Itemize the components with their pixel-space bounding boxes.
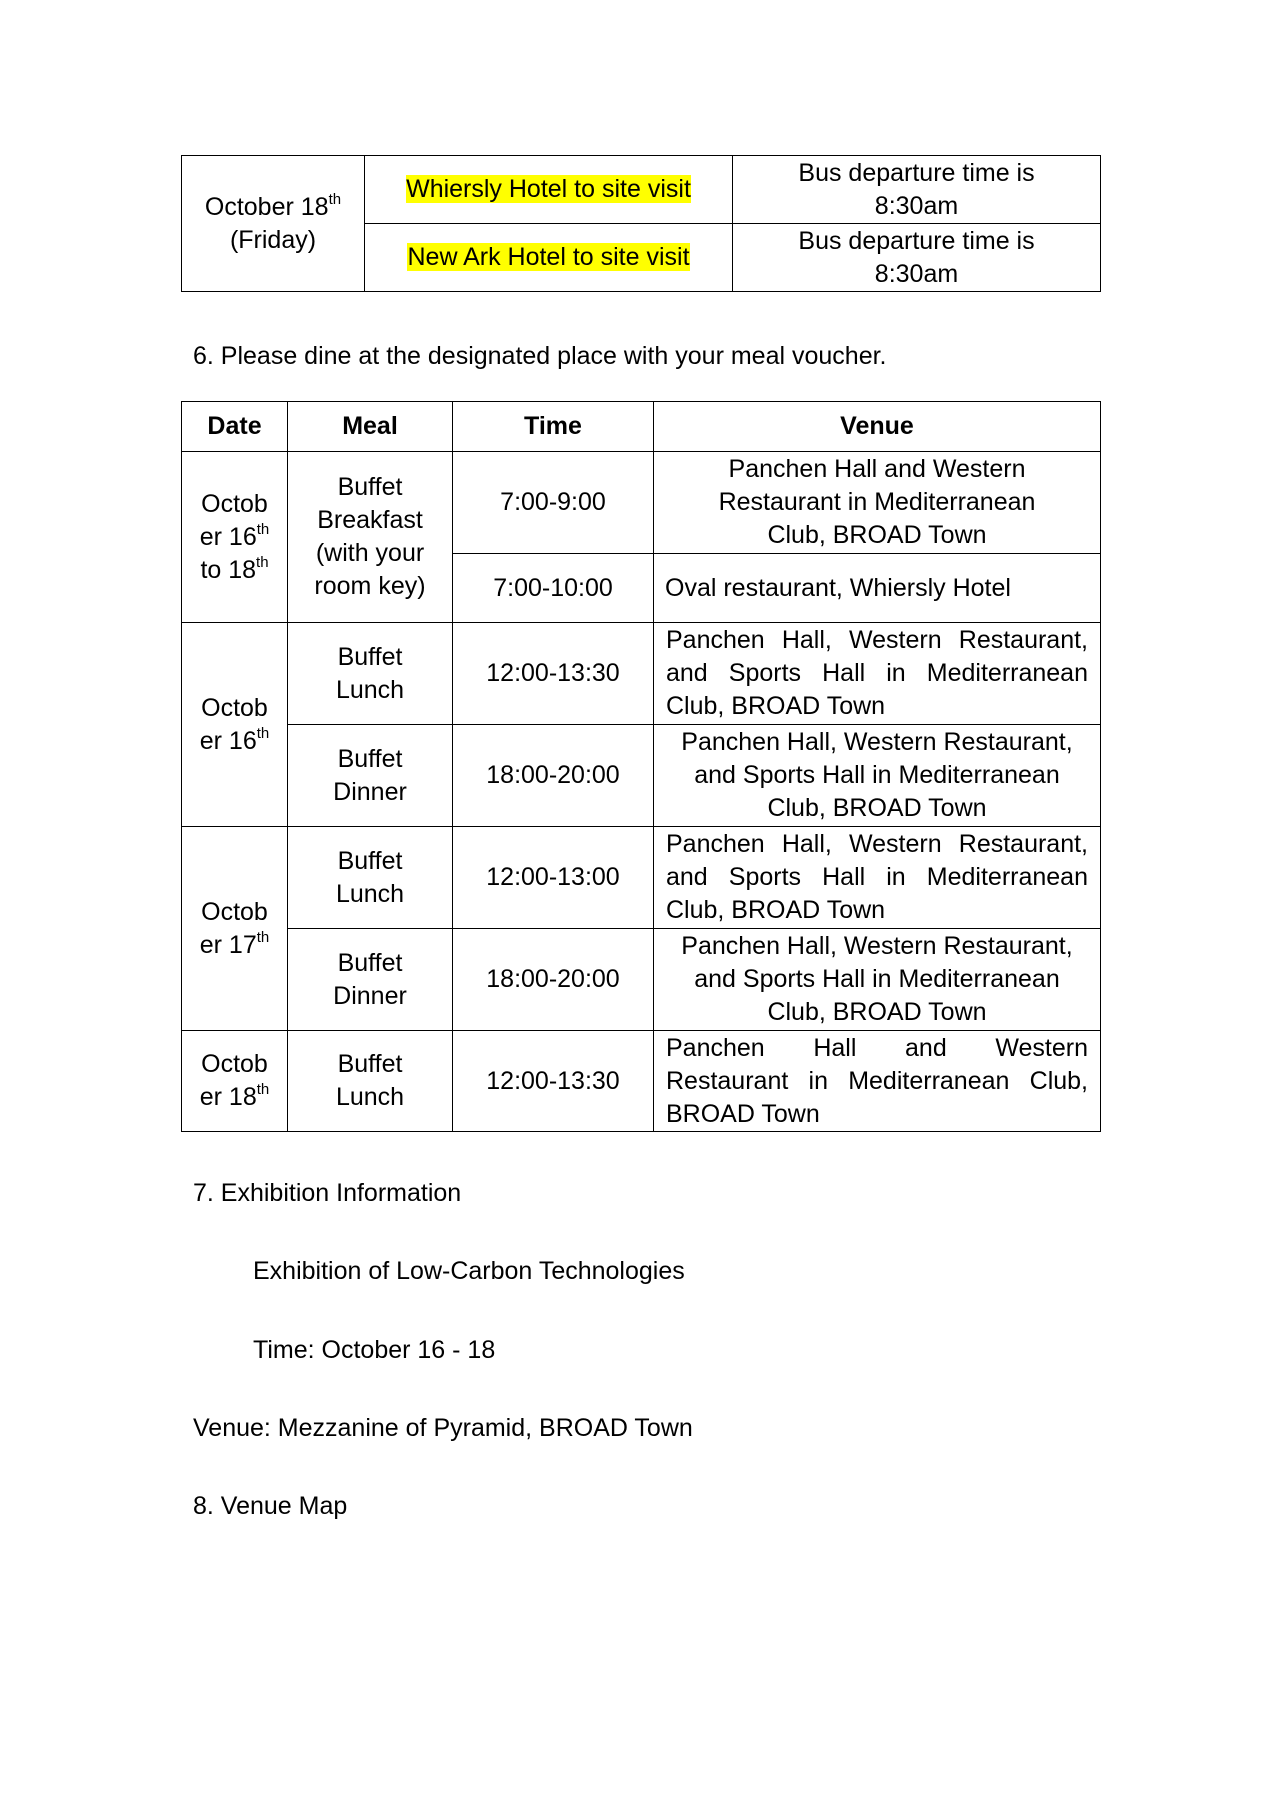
meal-text: Buffet <box>337 473 403 501</box>
venue-cell: Panchen Hall and Western Restaurant in Mediterranean Club, BROAD Town <box>654 452 1101 554</box>
meal-cell <box>288 623 453 725</box>
bus-schedule-table <box>181 155 1101 292</box>
date-sup: th <box>256 1081 270 1098</box>
time-cell: 18:00-20:00 <box>453 725 654 827</box>
meal-text: Dinner <box>333 777 407 806</box>
time-cell: 7:00-10:00 <box>453 554 654 623</box>
bus-time-line: Bus departure time is <box>798 158 1035 187</box>
exhibition-name: Exhibition of Low-Carbon Technologies <box>253 1257 685 1285</box>
meal-text: Buffet <box>337 846 403 875</box>
meal-text: Buffet <box>337 1050 403 1078</box>
time-cell: 18:00-20:00 <box>453 929 654 1031</box>
date-sup: th <box>256 553 269 571</box>
date-text: er 18 <box>199 1083 257 1111</box>
venue-line: BROAD Town <box>666 1099 820 1128</box>
meal-text: Buffet <box>337 948 403 977</box>
date-text: to 18 <box>200 555 257 584</box>
date-text: Octob <box>201 489 268 518</box>
meal-text: Dinner <box>333 981 407 1010</box>
venue-map-heading: 8. Venue Map <box>193 1492 348 1520</box>
exhibition-venue: Venue: Mezzanine of Pyramid, BROAD Town <box>193 1414 693 1442</box>
header-date: Date <box>182 402 288 452</box>
date-cell <box>182 1031 288 1132</box>
meal-text: Lunch <box>335 1083 405 1111</box>
time-cell: 12:00-13:30 <box>453 1031 654 1132</box>
venue-line: Restaurant in Mediterranean Club, <box>666 1066 1088 1095</box>
meal-cell <box>288 725 453 827</box>
table-row <box>182 929 1101 1031</box>
date-cell <box>182 452 288 623</box>
table-row <box>182 1031 1101 1132</box>
meal-text: Buffet <box>337 744 403 773</box>
time-cell: 7:00-9:00 <box>453 452 654 554</box>
venue-line: Panchen Hall and Western <box>666 1033 1088 1062</box>
time-cell: 12:00-13:00 <box>453 827 654 929</box>
venue-cell: Panchen Hall, Western Restaurant, and Sports Hall in Mediterranean Club, BROAD Town <box>654 929 1101 1031</box>
bus-date: October 18 <box>204 192 329 221</box>
meal-text: Breakfast <box>317 506 423 534</box>
venue-cell: Oval restaurant, Whiersly Hotel <box>654 554 1101 623</box>
meal-cell <box>288 827 453 929</box>
date-sup: th <box>256 520 270 538</box>
table-row <box>182 725 1101 827</box>
bus-time-cell <box>733 156 1101 224</box>
bus-route-cell <box>365 156 733 224</box>
table-row <box>182 827 1101 929</box>
header-venue: Venue <box>654 402 1101 452</box>
date-text: er 16 <box>199 522 257 551</box>
header-meal: Meal <box>288 402 453 452</box>
bus-route-cell <box>365 224 733 292</box>
meal-cell <box>288 1031 453 1132</box>
meal-cell <box>288 452 453 623</box>
time-cell: 12:00-13:30 <box>453 623 654 725</box>
bus-date-cell <box>182 156 365 292</box>
date-text: Octob <box>201 693 268 722</box>
bus-time-line: Bus departure time is <box>798 226 1035 255</box>
table-row <box>182 452 1101 554</box>
meal-table <box>181 401 1101 1132</box>
venue-cell <box>654 1031 1101 1132</box>
meal-text: room key) <box>314 572 426 600</box>
exhibition-time: Time: October 16 - 18 <box>253 1336 496 1364</box>
date-cell <box>182 827 288 1031</box>
venue-cell: Panchen Hall, Western Restaurant, and Sports Hall in Mediterranean Club, BROAD Town <box>654 725 1101 827</box>
date-text: Octob <box>201 897 268 926</box>
date-sup: th <box>256 928 270 946</box>
bus-date-sup: th <box>328 190 342 208</box>
meal-text: Lunch <box>335 879 405 908</box>
date-text: er 16 <box>199 726 257 755</box>
meal-text: (with your <box>315 539 425 567</box>
bus-route-highlight: New Ark Hotel to site visit <box>407 243 690 271</box>
bus-route-highlight: Whiersly Hotel to site visit <box>406 175 691 203</box>
bus-time-cell <box>733 224 1101 292</box>
venue-cell: Panchen Hall, Western Restaurant, and Sports Hall in Mediterranean Club, BROAD Town <box>654 827 1101 929</box>
venue-cell: Panchen Hall, Western Restaurant, and Sports Hall in Mediterranean Club, BROAD Town <box>654 623 1101 725</box>
exhibition-heading: 7. Exhibition Information <box>193 1179 462 1207</box>
header-time: Time <box>453 402 654 452</box>
meal-text: Lunch <box>335 675 405 704</box>
date-text: Octob <box>201 1050 268 1078</box>
meal-cell <box>288 929 453 1031</box>
meals-intro: 6. Please dine at the designated place with your meal voucher. <box>193 342 887 370</box>
bus-day: (Friday) <box>229 225 317 254</box>
date-cell <box>182 623 288 827</box>
bus-time-value: 8:30am <box>874 191 959 220</box>
meal-table-header-row <box>182 402 1101 452</box>
meal-text: Buffet <box>337 642 403 671</box>
table-row <box>182 623 1101 725</box>
date-sup: th <box>256 724 270 742</box>
bus-time-value: 8:30am <box>874 259 959 288</box>
date-text: er 17 <box>199 930 257 959</box>
